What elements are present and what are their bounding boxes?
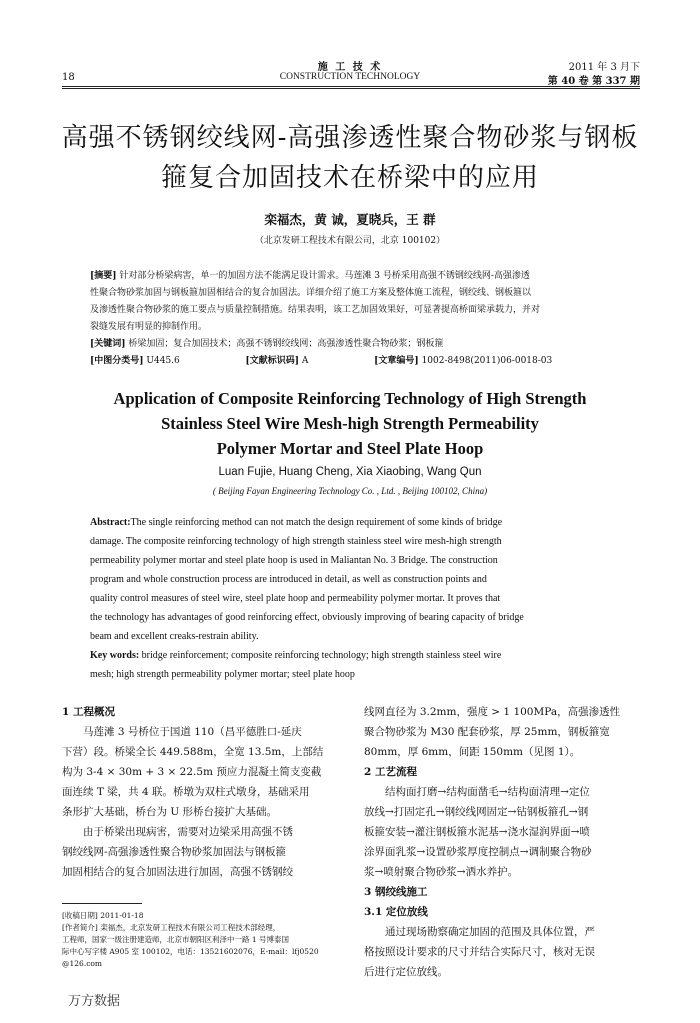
clc-code: U445.6: [146, 356, 180, 366]
right-column: [364, 702, 640, 982]
text-line: 马莲滩 3 号桥位于国道 110（昌平德胜口-延庆: [83, 726, 302, 738]
text-line: 结构面打磨→结构面凿毛→结构面清理→定位: [385, 786, 590, 798]
left-column: [62, 702, 338, 882]
text-line: 后进行定位放线。: [364, 966, 448, 978]
section-3-1-paragraph: [364, 922, 640, 982]
text-line: 由于桥梁出现病害，需要对边梁采用高强不锈: [83, 826, 293, 838]
text-line: 条形扩大基础，桥台为 U 形桥台接扩大基础。: [62, 806, 278, 818]
section-2-paragraph: [364, 782, 640, 882]
abstract-cn: [90, 268, 614, 370]
watermark: 万方数据: [68, 994, 121, 1009]
abstract-en-line: damage. The composite reinforcing technology of high strength stainless steel wire mesh-high strength: [90, 536, 502, 547]
keywords-cn: 桥梁加固；复合加固技术；高强不锈钢绞线网；高强渗透性聚合物砂浆；钢板箍: [128, 339, 444, 349]
abstract-en-line: The single reinforcing method can not match the design requirement of some kinds of bridge: [130, 517, 503, 528]
abstract-cn-line: 裂缝发展有明显的抑制作用。: [90, 322, 208, 332]
keywords-cn-label: [关键词]: [90, 339, 126, 349]
issue-date: 2011 年 3 月下: [568, 62, 640, 73]
text-line: 通过现场勘察确定加固的范围及具体位置，严: [385, 926, 595, 938]
text-line: 浆→喷射聚合物砂浆→洒水养护。: [364, 866, 519, 878]
abstract-en-line: program and whole construction process are introduced in detail, as well as construction points and: [90, 574, 487, 585]
article-number-label: [文章编号]: [374, 356, 419, 366]
abstract-cn-label: [摘要]: [90, 271, 117, 281]
doc-code-label: [文献标识码]: [245, 356, 300, 366]
doc-code: A: [301, 356, 309, 366]
footnote: [62, 910, 338, 970]
right-paragraph-1: [364, 702, 640, 762]
abstract-en-line: quality control measures of steel wire, steel plate hoop and permeability polymer mortar. It proves that: [90, 593, 501, 604]
abstract-cn-line: 性聚合物砂浆加固与钢板箍加固相结合的复合加固法。详细介绍了施工方案及整体施工流程，钢绞线、钢板箍以: [90, 288, 532, 298]
text-line: 板箍安装→灌注钢板箍水泥基→浇水湿润界面→喷: [364, 826, 590, 838]
affiliation-cn: （北京发研工程技术有限公司，北京 100102）: [254, 236, 446, 246]
section-2-heading: 2 工艺流程: [364, 766, 417, 778]
section-1-paragraph-2: [62, 822, 338, 882]
title-en-line-2: Stainless Steel Wire Mesh-high Strength Permeability: [161, 414, 539, 433]
abstract-en-label: Abstract:: [90, 517, 131, 528]
title-cn-line-1: 高强不锈钢绞线网-高强渗透性聚合物砂浆与钢板: [61, 123, 639, 153]
text-line: 面连续 T 梁，共 4 联。桥墩为双柱式墩身，基础采用: [62, 786, 310, 798]
title-cn-line-2: 箍复合加固技术在桥梁中的应用: [160, 163, 539, 193]
keywords-en-line: bridge reinforcement; composite reinforcing technology; high strength stainless steel wire: [141, 650, 502, 661]
journal-name-en: CONSTRUCTION TECHNOLOGY: [279, 72, 421, 82]
text-line: 放线→打固定孔→钢绞线网固定→钻钢板箍孔→钢: [364, 806, 589, 818]
title-en-line-1: Application of Composite Reinforcing Technology of High Strength: [113, 389, 587, 408]
abstract-en: [90, 513, 614, 684]
authors-en: Luan Fujie, Huang Cheng, Xia Xiaobing, Wang Qun: [218, 466, 482, 478]
section-3-heading: 3 钢绞线施工: [364, 886, 428, 898]
abstract-en-line: beam and excellent creaks-restrain ability.: [90, 631, 259, 642]
affiliation-en: ( Beijing Fayan Engineering Technology Co. , Ltd. , Beijing 100102, China): [212, 486, 488, 496]
text-line: 钢绞线网-高强渗透性聚合物砂浆加固法与钢板箍: [62, 846, 287, 858]
journal-name-cn: 施 工 技 术: [317, 62, 383, 73]
title-en-line-3: Polymer Mortar and Steel Plate Hoop: [216, 439, 484, 458]
keywords-en-line: mesh; high strength permeability polymer mortar; steel plate hoop: [90, 669, 355, 680]
text-line: 线网直径为 3.2mm，强度 > 1 100MPa，高强渗透性: [364, 706, 621, 718]
issue-volume: 第 40 卷 第 337 期: [547, 76, 640, 87]
footnote-line: 际中心写字楼 A905 室 100102，电话：13521602076，E-mail：lfj0520: [62, 947, 319, 956]
section-3-1-heading: 3.1 定位放线: [364, 906, 428, 918]
clc-label: [中图分类号]: [90, 356, 144, 366]
header-rule: [62, 86, 640, 87]
abstract-cn-line: 针对部分桥梁病害，单一的加固方法不能满足设计需求。马莲滩 3 号桥采用高强不锈钢绞线网-高强渗透: [119, 271, 530, 281]
footnote-line: [收稿日期] 2011-01-18: [62, 911, 144, 920]
text-line: 格按照设计要求的尺寸并结合实际尺寸，核对无误: [364, 946, 595, 958]
text-line: 构为 3-4 × 30m + 3 × 22.5m 预应力混凝土简支变截: [62, 766, 322, 778]
article-number: 1002-8498(2011)06-0018-03: [421, 356, 553, 366]
text-line: 80mm，厚 6mm，间距 150mm（见图 1）。: [364, 746, 581, 758]
section-1-paragraph-1: [62, 722, 338, 822]
footnote-line: 工程师，国家一级注册建造师，北京市朝阳区利泽中一路 1 号博泰国: [62, 935, 290, 944]
abstract-en-line: permeability polymer mortar and steel plate hoop is used in Maliantan No. 3 Bridge. The construction: [90, 555, 498, 566]
text-line: 加固相结合的复合加固法进行加固，高强不锈钢绞: [62, 866, 293, 878]
abstract-cn-line: 及渗透性聚合物砂浆的施工要点与质量控制措施。结果表明，该工艺加固效果好，可显著提高桥面梁承载力，并对: [90, 305, 541, 315]
authors-cn: 栾福杰，黄 诚，夏晓兵，王 群: [264, 212, 436, 227]
keywords-en-label: Key words:: [90, 650, 140, 661]
section-1-heading: 1 工程概况: [62, 706, 115, 718]
footnote-rule: [62, 903, 142, 904]
text-line: 下营）段。桥梁全长 449.588m，全宽 13.5m，上部结: [62, 746, 324, 758]
header-rule-thin: [62, 88, 640, 89]
text-line: 聚合物砂浆为 M30 配套砂浆，厚 25mm，钢板箍宽: [364, 726, 610, 738]
text-line: 涂界面乳浆→设置砂浆厚度控制点→调制聚合物砂: [364, 846, 592, 858]
page-number: 18: [62, 72, 75, 83]
classification-row: [90, 353, 614, 370]
footnote-line: [作者简介] 栾福杰，北京发研工程技术有限公司工程技术部经理，: [62, 923, 281, 932]
footnote-line: @126.com: [62, 959, 103, 968]
abstract-en-line: the technology has advantages of good reinforcing effect, obviously improving of bearing capacity of bridge: [90, 612, 524, 623]
